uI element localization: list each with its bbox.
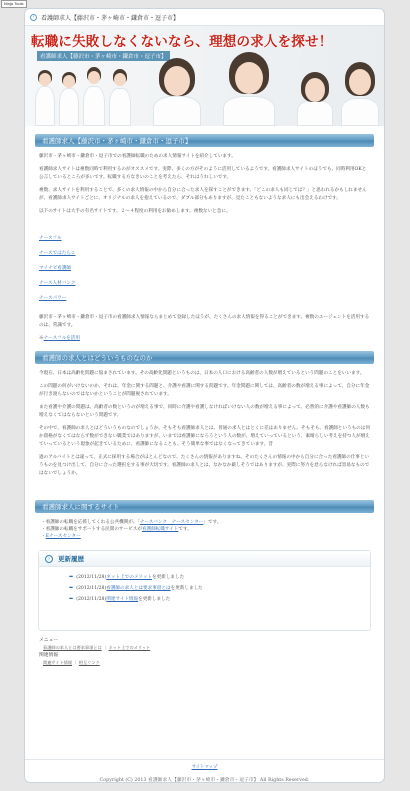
section-heading: 看護師求人【藤沢市・茅ヶ崎市・鎌倉市・逗子市】 xyxy=(35,134,374,147)
arrow-right-icon: ➡ xyxy=(69,596,74,602)
related-sites-list xyxy=(35,513,374,540)
nurse-image xyxy=(293,70,337,126)
page-container xyxy=(24,8,385,783)
paragraph: 過のアルバイトとは違って、正式に採用する場合がほとんどなので、たくさんの情報がありますね。そのたくさんの情報の中から自分に合った看護師の仕事というものを見つけ出して、自分に合った選択をする事が大切です。看護師の求人とは、なかなか厳しそうではありますが、実際に努力を怠らなければ容易なものではないでしょうか。 xyxy=(39,455,370,476)
paragraph: 看護師求人サイトは複数同時で利用するのがオススメです。実際、多くの方がそのように活用しているようです。看護師求人サイトのほうでも、同時利用OKと公言しているところが多いです。転職する方なきいのことを考えたら、それはうれしいです。 xyxy=(39,167,367,180)
paragraph: また看護や介護の問題は、高齢者の数というのが増える事で、同時に介護や看護しなければいけない人の数が増える事によって、必然的に介護や看護師の人数も増えなくてはならないという問題です。 xyxy=(39,405,370,418)
copyright: Copyright (C) 2013 看護師求人【藤沢市・茅ヶ崎市・鎌倉市・逗子市】 All Rights Reserved. xyxy=(99,778,310,783)
nurse-image xyxy=(145,56,209,126)
menu-heading: メニュー xyxy=(39,638,59,643)
menu-link[interactable]: ネット上でのメリット xyxy=(108,645,151,650)
site-link[interactable]: ナースフル xyxy=(39,236,62,241)
paragraph: 今現在、日本は高齢化問題に悩まされています。その高齢化問題というものは、日本の人口における高齢者の人数が増えているという問題のことをいいます。 xyxy=(39,371,365,376)
nurse-image xyxy=(337,60,383,126)
menu-links: 看護師の求人とは要求事項とは ｜ ネット上でのメリット xyxy=(43,645,151,650)
arrow-right-icon: ➡ xyxy=(69,585,74,591)
note-link[interactable]: ナースフルを活用 xyxy=(43,336,80,341)
nurse-image xyxy=(35,66,55,126)
footer-menu xyxy=(35,631,374,667)
arrow-right-icon: ➡ xyxy=(69,574,74,580)
nurse-image xyxy=(83,64,105,126)
list-item: ・Eナースセンター xyxy=(41,534,81,539)
list-item: ・看護師の転職をサポートする民間のサービスが看護師転職サイトです。 xyxy=(41,527,192,532)
paragraph: 藤沢市・茅ヶ崎市・鎌倉市・逗子市での看護師転職のための求人情報サイトを紹介しています。 xyxy=(39,154,236,159)
update-history-header xyxy=(39,551,370,567)
paragraph: 複数、求人サイトを利用することで、多くの求人情報の中から自分に合った求人を探すことができます。「どこの求人も同じでは？」と思われるかもしれませんが、看護師求人サイトごとに、オリジナルの求人を抱えているので、ダブル部分もありますが、見たこともないような求人にも出会えるわけです。 xyxy=(39,188,367,201)
update-link[interactable]: 看護師の求人とは要求事項とは xyxy=(106,586,171,591)
note: ※ナースフルを活用 xyxy=(39,336,80,341)
update-item: ➡ (2012/11/28)看護師の求人とは要求事項とはを更新しました xyxy=(69,585,203,591)
site-link[interactable]: ナース人材バンク xyxy=(39,281,76,286)
update-link[interactable]: ネット上でのメリット xyxy=(106,575,153,580)
update-item: ➡ (2012/11/28)ネット上でのメリットを更新しました xyxy=(69,574,185,580)
menu-link[interactable]: 看護師の求人とは要求事項とは xyxy=(43,645,102,650)
related-link[interactable]: 相互リンク xyxy=(78,660,100,665)
intro-section xyxy=(35,147,374,343)
site-link[interactable]: マイナビ看護師 xyxy=(39,266,72,271)
section-heading: 看護師求人に関するサイト xyxy=(35,500,374,513)
site-header xyxy=(25,9,384,26)
related-heading: 関連情報 xyxy=(39,653,59,658)
site-link[interactable]: ナースではたらこ xyxy=(39,251,76,256)
update-history-title: 更新履歴 xyxy=(58,555,84,563)
nurse-image xyxy=(215,50,283,126)
nurse-image xyxy=(59,68,79,126)
update-item: ➡ (2012/11/28)関連サイト情報を更新しました xyxy=(69,596,171,602)
about-section xyxy=(35,364,374,478)
hero-banner xyxy=(25,26,384,126)
list-link[interactable]: ナースバンク ナースセンター xyxy=(139,520,204,525)
arrow-circle-icon: › xyxy=(45,555,53,563)
site-link[interactable]: ナースパワー xyxy=(39,296,67,301)
paragraph: この問題の何がいけないのか、それは、年金に関する問題と、介護や看護に関する問題です。年金問題に関しては、高齢者の数が増える事によって、自分に年金が行き渡らないのではないかということが問題視されています。 xyxy=(39,384,370,397)
list-link[interactable]: Eナースセンター xyxy=(45,534,81,539)
update-history-box xyxy=(38,550,371,631)
list-item: ・看護師の転職を応援してくれる公共機関が、「ナースバンク ナースセンター」です。 xyxy=(41,520,222,525)
paragraph: 以下のサイトは大手の有名サイトです。２～４程度の利用をお勧めします。複数ないと急に。 xyxy=(39,209,231,214)
paragraph: その中で、看護師の求人とはどういうものなのでしょうか。そもそも看護師求人とは、普通の求人とはとくに差はありません。そもそも、看護師というものは何か資格がなくてはならず数ができない職業ではありますが、いまでは看護師になろうという人の数が、増えていっているという、素晴らしい考えを持つ人が増えていっているという現象が起きているために、看護師になることも、そう簡単な事ではなくなってきています。昔 xyxy=(39,426,370,447)
banner-catchphrase: 転職に失敗しなくないなら、理想の求人を探せ！ xyxy=(31,34,333,50)
sitemap-link[interactable]: サイトマップ xyxy=(191,765,218,770)
update-history-list xyxy=(39,567,370,605)
related-link[interactable]: 関連サイト情報 xyxy=(43,660,73,665)
footer-divider xyxy=(25,759,384,760)
list-link[interactable]: 看護師転職サイト xyxy=(141,527,179,532)
nurse-image xyxy=(109,66,131,126)
arrow-circle-icon: › xyxy=(30,14,37,21)
section-heading: 看護師の求人とはどういうものなのか xyxy=(35,351,374,364)
related-links: 関連サイト情報 ｜ 相互リンク xyxy=(43,660,100,665)
site-title[interactable]: 看護師求人【藤沢市・茅ヶ崎市・鎌倉市・逗子市】 xyxy=(41,14,180,22)
main-content xyxy=(25,134,384,667)
recommended-sites-list xyxy=(39,221,370,306)
ninja-tools-badge[interactable]: Ninja Tools xyxy=(1,0,27,8)
paragraph: 藤沢市・茅ヶ崎市・鎌倉市・逗子市の看護師求人情報ならまとめて登録したほうが、たくさんの求人情報を得ることができます。複数のエージェントを活用するのは、常識です。 xyxy=(39,315,370,328)
banner-subtitle: 看護師求人【藤沢市・茅ヶ崎市・鎌倉市・逗子市】 xyxy=(37,51,170,61)
update-link[interactable]: 関連サイト情報 xyxy=(106,597,139,602)
